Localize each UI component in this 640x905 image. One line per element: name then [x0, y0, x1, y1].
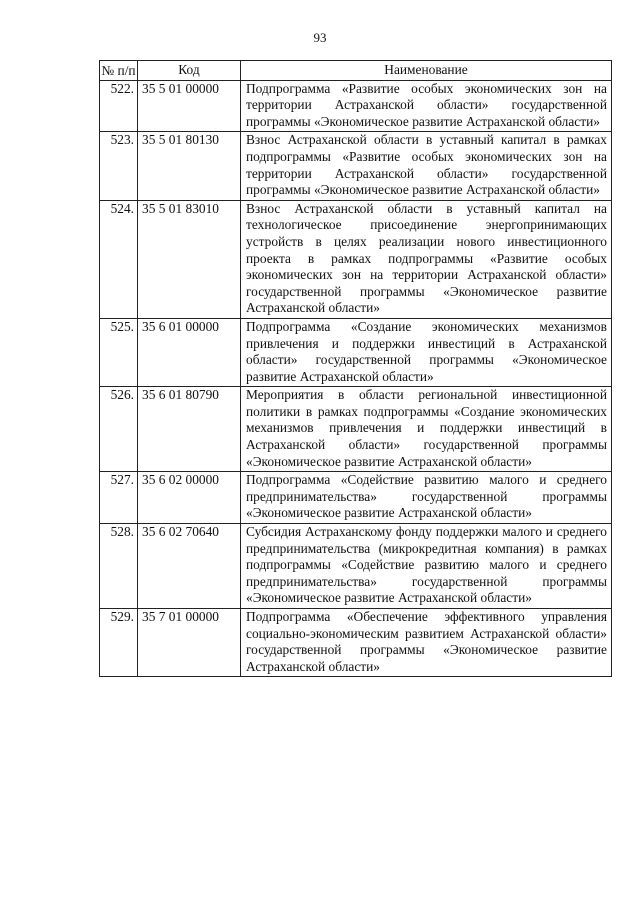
row-code: 35 6 02 70640: [138, 524, 241, 609]
row-name: Взнос Астраханской области в уставный капитал на технологическое присоединение энергопринимающих устройств в целях реализации нового инвестиционного проекта в рамках подпрограммы «Развитие особых экономических зон на территории Астраханской области» государственной программы «Экономическое развитие Астраханской области»: [241, 200, 612, 318]
header-code: Код: [138, 61, 241, 81]
table-row: [100, 200, 612, 318]
table-body: [100, 80, 612, 677]
row-number: 522.: [100, 80, 138, 132]
header-name: Наименование: [241, 61, 612, 81]
table-row: [100, 609, 612, 677]
table-header: [100, 61, 612, 81]
row-code: 35 6 01 80790: [138, 387, 241, 472]
row-code: 35 5 01 80130: [138, 132, 241, 200]
budget-code-table: [99, 60, 612, 677]
row-code: 35 5 01 83010: [138, 200, 241, 318]
row-name: Мероприятия в области региональной инвестиционной политики в рамках подпрограммы «Создание экономических механизмов привлечения и поддержки инвестиций в Астраханской области» государственной программы «Экономическое развитие Астраханской области»: [241, 387, 612, 472]
row-name: Подпрограмма «Создание экономических механизмов привлечения и поддержки инвестиций в Астраханской области» государственной программы «Экономическое развитие Астраханской области»: [241, 318, 612, 386]
table-row: [100, 524, 612, 609]
row-name: Подпрограмма «Развитие особых экономических зон на территории Астраханской области» государственной программы «Экономическое развитие Астраханской области»: [241, 80, 612, 132]
row-name: Субсидия Астраханскому фонду поддержки малого и среднего предпринимательства (микрокредитная компания) в рамках подпрограммы «Содействие развитию малого и среднего предпринимательства» государственной программы «Экономическое развитие Астраханской области»: [241, 524, 612, 609]
table-row: [100, 387, 612, 472]
row-number: 526.: [100, 387, 138, 472]
row-code: 35 5 01 00000: [138, 80, 241, 132]
table-row: [100, 132, 612, 200]
row-number: 523.: [100, 132, 138, 200]
row-code: 35 7 01 00000: [138, 609, 241, 677]
table-row: [100, 318, 612, 386]
row-name: Подпрограмма «Содействие развитию малого и среднего предпринимательства» государственной программы «Экономическое развитие Астраханской области»: [241, 472, 612, 524]
row-code: 35 6 02 00000: [138, 472, 241, 524]
page-number: 93: [313, 30, 327, 45]
row-name: Подпрограмма «Обеспечение эффективного управления социально-экономическим развитием Астраханской области» государственной программы «Экономическое развитие Астраханской области»: [241, 609, 612, 677]
table-row: [100, 80, 612, 132]
row-number: 524.: [100, 200, 138, 318]
row-number: 525.: [100, 318, 138, 386]
table-row: [100, 472, 612, 524]
row-number: 527.: [100, 472, 138, 524]
header-row: [100, 61, 612, 81]
header-number: № п/п: [100, 61, 138, 81]
row-number: 529.: [100, 609, 138, 677]
row-number: 528.: [100, 524, 138, 609]
row-name: Взнос Астраханской области в уставный капитал в рамках подпрограммы «Развитие особых экономических зон на территории Астраханской области» государственной программы «Экономическое развитие Астраханской области»: [241, 132, 612, 200]
row-code: 35 6 01 00000: [138, 318, 241, 386]
